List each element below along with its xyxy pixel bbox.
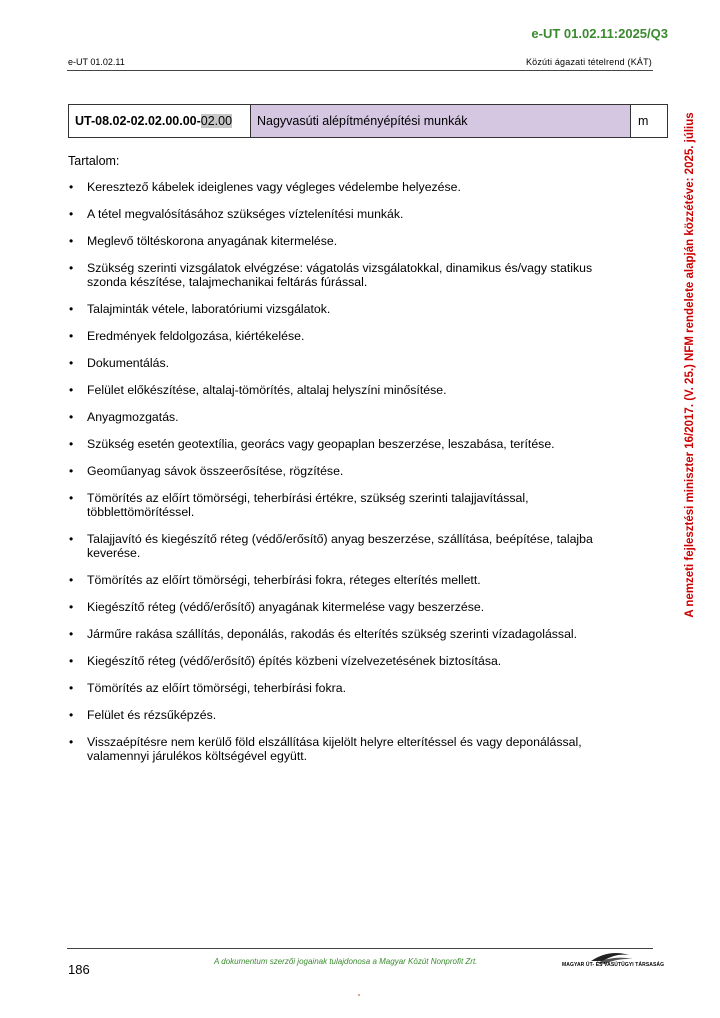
- content-list-item: • Eredmények feldolgozása, kiértékelése.: [68, 329, 628, 343]
- item-code-highlight: 02.00: [200, 114, 233, 128]
- item-code: [69, 105, 251, 137]
- page-number: 186: [68, 962, 90, 977]
- content-list-item: • Tömörítés az előírt tömörségi, teherbírási fokra.: [68, 681, 628, 695]
- header-divider: [67, 70, 653, 71]
- content-list-item: • Járműre rakása szállítás, deponálás, rakodás és elterítés szükség szerinti vízadagolással.: [68, 627, 628, 641]
- content-title: Tartalom:: [68, 154, 120, 168]
- item-code-main: UT-08.02-02.02.00.00-: [75, 114, 201, 128]
- content-list-item: • Talajminták vétele, laboratóriumi vizsgálatok.: [68, 302, 628, 316]
- item-table: [68, 104, 668, 138]
- content-list-item: • Geoműanyag sávok összeerősítése, rögzítése.: [68, 464, 628, 478]
- content-list-item: • Tömörítés az előírt tömörségi, teherbírási fokra, réteges elterítés mellett.: [68, 573, 628, 587]
- content-list-item: • Kiegészítő réteg (védő/erősítő) anyagának kitermelése vagy beszerzése.: [68, 600, 628, 614]
- content-list-item: • Keresztező kábelek ideiglenes vagy végleges védelembe helyezése.: [68, 180, 628, 194]
- content-list: [68, 180, 628, 776]
- footer-copyright: A dokumentum szerzői jogainak tulajdonosa a Magyar Közút Nonprofit Zrt.: [214, 957, 478, 966]
- content-list-item: • Meglevő töltéskorona anyagának kitermelése.: [68, 234, 628, 248]
- logo-text: MAGYAR ÚT- ÉS VASÚTÜGYI TÁRSASÁG: [562, 962, 665, 968]
- content-list-item: • Visszaépítésre nem kerülő föld elszállítása kijelölt helyre elterítéssel és vagy deponálással, valamennyi járulékos költségével együtt.: [68, 735, 628, 763]
- item-name: Nagyvasúti alépítményépítési munkák: [251, 105, 631, 137]
- header-short-code: e-UT 01.02.11: [68, 57, 125, 67]
- content-list-item: • A tétel megvalósításához szükséges víztelenítési munkák.: [68, 207, 628, 221]
- content-list-item: • Kiegészítő réteg (védő/erősítő) építés közbeni vízelvezetésének biztosítása.: [68, 654, 628, 668]
- content-list-item: • Felület és rézsűképzés.: [68, 708, 628, 722]
- content-list-item: • Dokumentálás.: [68, 356, 628, 370]
- header-title: Közúti ágazati tételrend (KÁT): [525, 57, 652, 67]
- side-note-text: A nemzeti fejlesztési miniszter 16/2017. (V. 25.) NFM rendelete alapján közzétéve: 2025. július: [684, 112, 696, 618]
- item-unit: m: [638, 114, 649, 128]
- company-logo: [563, 949, 655, 973]
- content-list-item: • Talajjavító és kiegészítő réteg (védő/erősítő) anyag beszerzése, szállítása, beépítése, talajba keverése.: [68, 532, 628, 560]
- document-code: e-UT 01.02.11:2025/Q3: [531, 26, 668, 41]
- content-list-item: • Anyagmozgatás.: [68, 410, 628, 424]
- content-list-item: • Szükség esetén geotextília, georács vagy geopaplan beszerzése, leszabása, terítése.: [68, 437, 628, 451]
- content-list-item: • Felület előkészítése, altalaj-tömörítés, altalaj helyszíni minősítése.: [68, 383, 628, 397]
- content-list-item: • Szükség szerinti vizsgálatok elvégzése: vágatolás vizsgálatokkal, dinamikus és/vagy statikus szonda készítése, talajmechanikai feltárás fúrással.: [68, 261, 628, 289]
- content-list-item: • Tömörítés az előírt tömörségi, teherbírási értékre, szükség szerinti talajjavítással, többlettömörítéssel.: [68, 491, 628, 519]
- decorative-dot: [358, 994, 360, 996]
